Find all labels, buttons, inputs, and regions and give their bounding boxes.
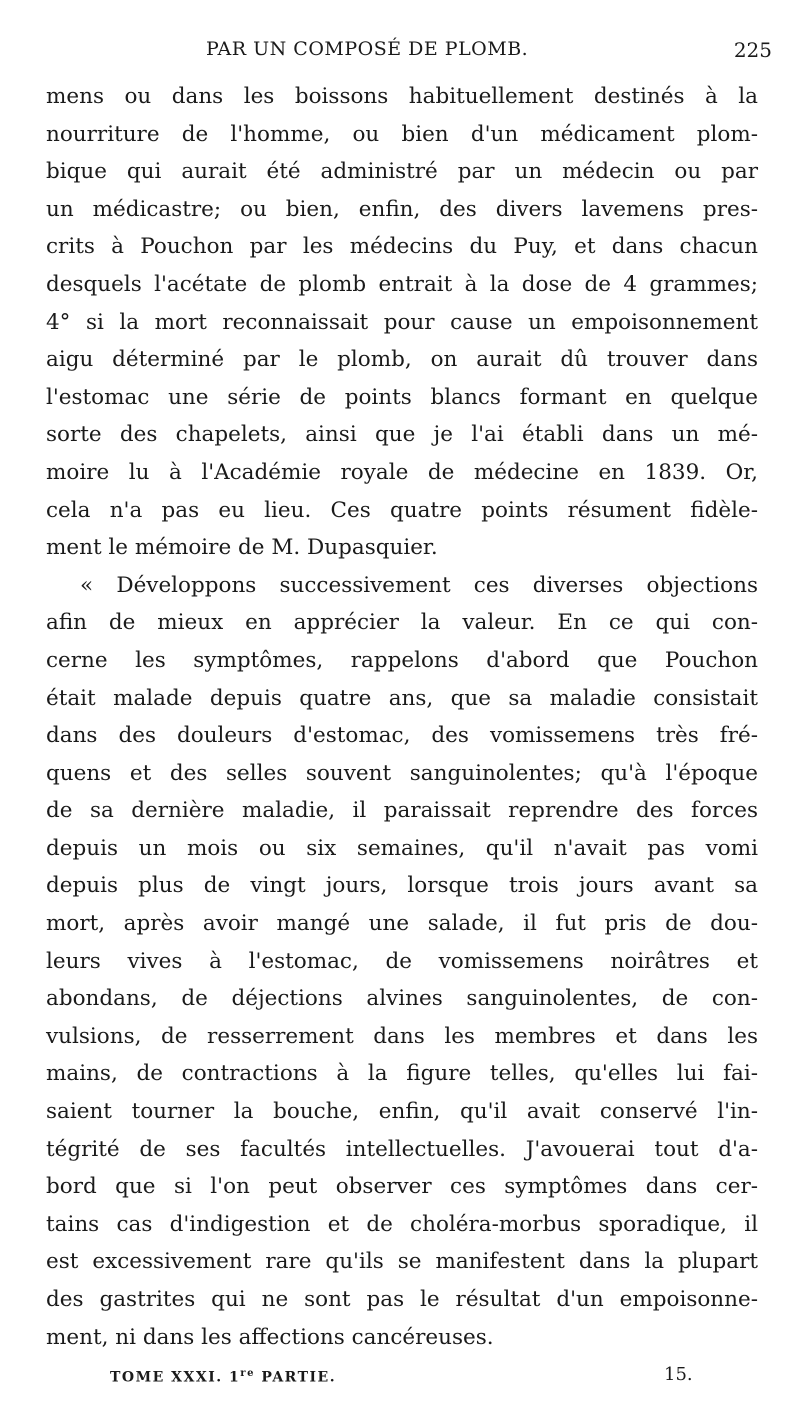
text-line: est excessivement rare qu'ils se manifestent dans la plupart [46, 1249, 758, 1275]
text-line: nourriture de l'homme, ou bien d'un médicament plom- [46, 121, 758, 147]
text-line: crits à Pouchon par les médecins du Puy, et dans chacun [46, 234, 758, 260]
text-line: bique qui aurait été administré par un médecin ou par [46, 159, 758, 185]
text-line: moire lu à l'Académie royale de médecine en 1839. Or, [46, 459, 758, 485]
text-line: depuis un mois ou six semaines, qu'il n'avait pas vomi [46, 835, 758, 861]
text-line: vulsions, de resserrement dans les membres et dans les [46, 1023, 758, 1049]
page-number: 225 [733, 38, 772, 62]
text-line: un médicastre; ou bien, enfin, des divers lavemens pres- [46, 196, 758, 222]
text-line: cerne les symptômes, rappelons d'abord que Pouchon [46, 647, 758, 673]
text-line: depuis plus de vingt jours, lorsque trois jours avant sa [46, 873, 758, 899]
running-title: PAR UN COMPOSÉ DE PLOMB. [206, 38, 529, 60]
text-line: mens ou dans les boissons habituellement destinés à la [46, 84, 758, 109]
text-line: cela n'a pas eu lieu. Ces quatre points résument fidèle- [46, 497, 758, 523]
running-head [46, 38, 772, 68]
text-line: mort, après avoir mangé une salade, il fut pris de dou- [46, 911, 758, 937]
text-line: de sa dernière maladie, il paraissait reprendre des forces [46, 798, 758, 824]
part-superscript: re [240, 1368, 255, 1379]
text-line: leurs vives à l'estomac, de vomissemens noirâtres et [46, 948, 758, 974]
signature-mark: 15. [664, 1364, 693, 1385]
text-line: était malade depuis quatre ans, que sa maladie consistait [46, 685, 758, 711]
text-line: quens et des selles souvent sanguinolentes; qu'à l'époque [46, 760, 758, 786]
text-line: abondans, de déjections alvines sanguinolentes, de con- [46, 986, 758, 1012]
text-line: dans des douleurs d'estomac, des vomissemens très fré- [46, 723, 758, 749]
text-line: des gastrites qui ne sont pas le résultat d'un empoisonne- [46, 1287, 758, 1312]
part-number: 1 [229, 1369, 241, 1386]
part-label: PARTIE. [261, 1369, 337, 1386]
text-line: 4° si la mort reconnaissait pour cause un empoisonnement [46, 309, 758, 335]
text-line: bord que si l'on peut observer ces symptômes dans cer- [46, 1174, 758, 1200]
text-line: tains cas d'indigestion et de choléra-morbus sporadique, il [46, 1211, 758, 1237]
text-line: tégrité de ses facultés intellectuelles. J'avouerai tout d'a- [46, 1136, 758, 1162]
volume-label: TOME XXXI. [110, 1369, 223, 1386]
text-line: sorte des chapelets, ainsi que je l'ai établi dans un mé- [46, 422, 758, 448]
text-line: l'estomac une série de points blancs formant en quelque [46, 384, 758, 410]
volume-signature [110, 1368, 336, 1386]
page-footer [46, 1366, 758, 1390]
text-line: ment, ni dans les affections cancéreuses. [46, 1324, 494, 1350]
text-line: afin de mieux en apprécier la valeur. En ce qui con- [46, 610, 758, 636]
body-text [46, 78, 758, 1356]
text-line: ment le mémoire de M. Dupasquier. [46, 535, 438, 561]
text-line: aigu déterminé par le plomb, on aurait dû trouver dans [46, 347, 758, 373]
text-line: mains, de contractions à la figure telles, qu'elles lui fai- [46, 1061, 758, 1087]
text-line: « Développons successivement ces diverses objections [80, 572, 758, 598]
text-line: saient tourner la bouche, enfin, qu'il avait conservé l'in- [46, 1099, 758, 1125]
text-line: desquels l'acétate de plomb entrait à la dose de 4 grammes; [46, 271, 758, 297]
